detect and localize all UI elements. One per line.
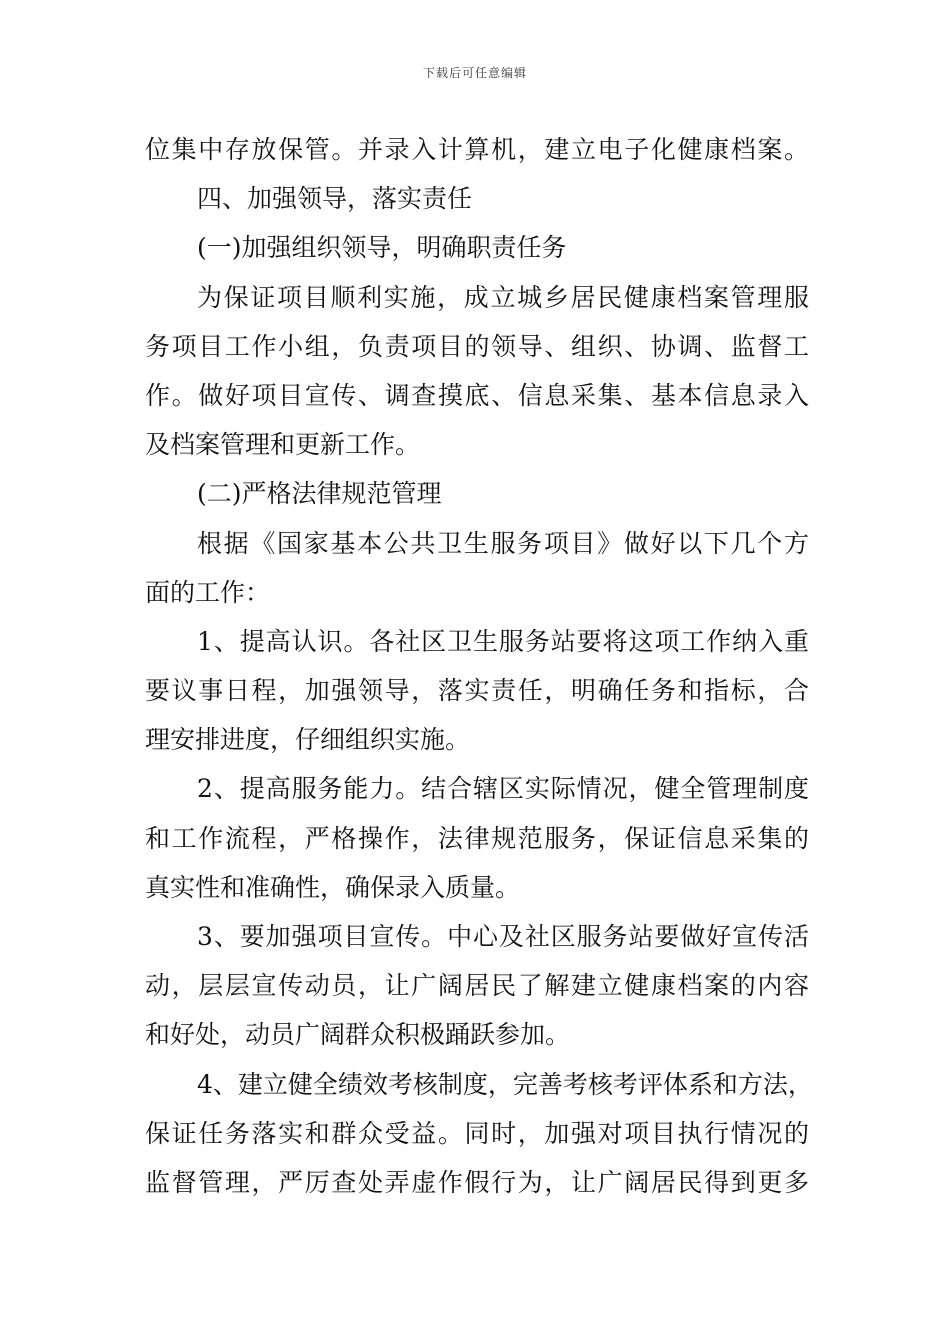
list-item-line: 动，层层宣传动员，让广阔居民了解建立健康档案的内容 xyxy=(145,971,809,1001)
list-item-line: 真实性和准确性，确保录入质量。 xyxy=(145,872,521,902)
list-item-line: 1、提高认识。各社区卫生服务站要将这项工作纳入重 xyxy=(197,626,809,656)
paragraph-line: 务项目工作小组，负责项目的领导、组织、协调、监督工 xyxy=(145,331,809,361)
document-body xyxy=(145,125,813,1207)
page-header-note: 下载后可任意编辑 xyxy=(422,66,527,80)
subsection-heading: (二)严格法律规范管理 xyxy=(197,479,442,509)
list-item-line: 4、建立健全绩效考核制度，完善考核考评体系和方法， xyxy=(197,1069,813,1099)
paragraph-line: 为保证项目顺利实施，成立城乡居民健康档案管理服 xyxy=(197,282,809,312)
list-item-line: 和工作流程，严格操作，法律规范服务，保证信息采集的 xyxy=(145,823,809,853)
list-item-line: 要议事日程，加强领导，落实责任，明确任务和指标，合 xyxy=(145,676,809,706)
list-item-line: 和好处，动员广阔群众积极踊跃参加。 xyxy=(145,1020,571,1050)
list-item-line: 保证任务落实和群众受益。同时，加强对项目执行情况的 xyxy=(145,1118,809,1148)
section-heading: 四、加强领导，落实责任 xyxy=(197,184,473,214)
list-item-line: 2、提高服务能力。结合辖区实际情况，健全管理制度 xyxy=(197,774,809,804)
paragraph-line: 根据《国家基本公共卫生服务项目》做好以下几个方 xyxy=(197,528,809,558)
list-item-line: 3、要加强项目宣传。中心及社区服务站要做好宣传活 xyxy=(197,922,809,951)
subsection-heading: (一)加强组织领导，明确职责任务 xyxy=(197,233,567,263)
list-item-line: 理安排进度，仔细组织实施。 xyxy=(145,725,471,755)
list-item-line: 监督管理，严厉查处弄虚作假行为，让广阔居民得到更多 xyxy=(145,1167,809,1197)
paragraph-line: 位集中存放保管。并录入计算机，建立电子化健康档案。 xyxy=(145,135,809,164)
paragraph-line: 作。做好项目宣传、调查摸底、信息采集、基本信息录入 xyxy=(145,380,809,410)
paragraph-line: 面的工作： xyxy=(145,577,271,607)
paragraph-line: 及档案管理和更新工作。 xyxy=(145,430,421,460)
